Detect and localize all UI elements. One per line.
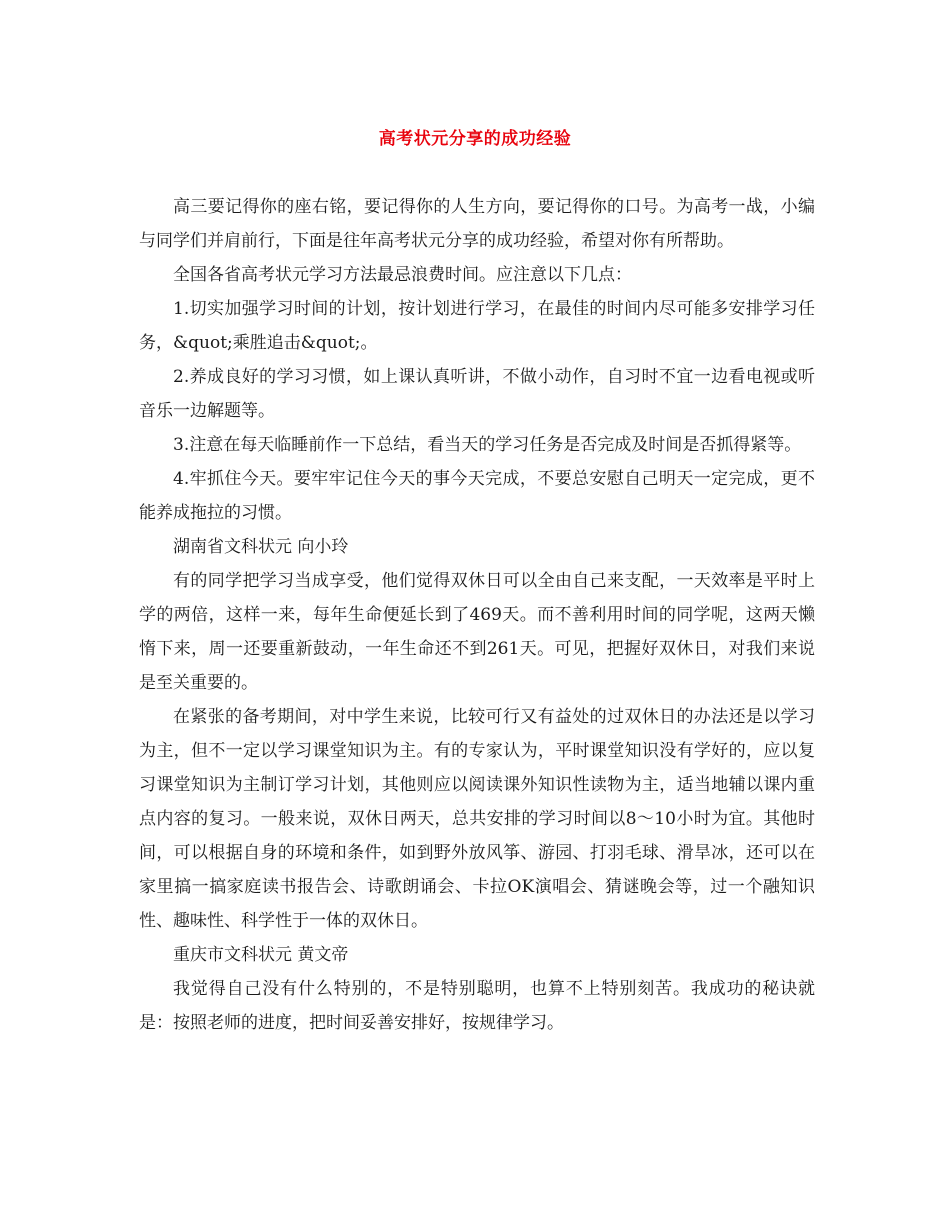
paragraph-point-1: 1.切实加强学习时间的计划，按计划进行学习，在最佳的时间内尽可能多安排学习任务，&quot;乘胜追击&quot;。: [139, 299, 815, 353]
paragraph-intro: 高三要记得你的座右铭，要记得你的人生方向，要记得你的口号。为高考一战，小编与同学们并肩前行，下面是往年高考状元分享的成功经验，希望对你有所帮助。: [139, 197, 815, 251]
paragraph-points-heading: 全国各省高考状元学习方法最忌浪费时间。应注意以下几点：: [173, 265, 632, 285]
paragraph-point-2: 2.养成良好的学习习惯，如上课认真听讲，不做小动作，自习时不宜一边看电视或听音乐一边解题等。: [139, 367, 815, 421]
section-heading-chongqing: 重庆市文科状元 黄文帝: [173, 945, 349, 965]
document-title: 高考状元分享的成功经验: [378, 129, 572, 149]
paragraph-point-4: 4.牢抓住今天。要牢牢记住今天的事今天完成，不要总安慰自己明天一定完成，更不能养成拖拉的习惯。: [139, 469, 815, 523]
paragraph-point-3: 3.注意在每天临睡前作一下总结，看当天的学习任务是否完成及时间是否抓得紧等。: [173, 435, 802, 455]
paragraph-hunan-2: 在紧张的备考期间，对中学生来说，比较可行又有益处的过双休日的办法还是以学习为主，但不一定以学习课堂知识为主。有的专家认为，平时课堂知识没有学好的，应以复习课堂知识为主制订学习计划，其他则应以阅读课外知识性读物为主，适当地辅以课内重点内容的复习。一般来说，双休日两天，总共安排的学习时间以8～10小时为宜。其他时间，可以根据自身的环境和条件，如到野外放风筝、游园、打羽毛球、滑旱冰，还可以在家里搞一搞家庭读书报告会、诗歌朗诵会、卡拉OK演唱会、猜谜晚会等，过一个融知识性、趣味性、科学性于一体的双休日。: [139, 707, 815, 931]
document-body: [139, 190, 815, 1040]
paragraph-hunan-1: 有的同学把学习当成享受，他们觉得双休日可以全由自己来支配，一天效率是平时上学的两倍，这样一来，每年生命便延长到了469天。而不善利用时间的同学呢，这两天懒惰下来，周一还要重新鼓动，一年生命还不到261天。可见，把握好双休日，对我们来说是至关重要的。: [139, 571, 815, 693]
section-heading-hunan: 湖南省文科状元 向小玲: [173, 537, 349, 557]
paragraph-chongqing-1: 我觉得自己没有什么特别的，不是特别聪明，也算不上特别刻苦。我成功的秘诀就是：按照老师的进度，把时间妥善安排好，按规律学习。: [139, 979, 815, 1033]
